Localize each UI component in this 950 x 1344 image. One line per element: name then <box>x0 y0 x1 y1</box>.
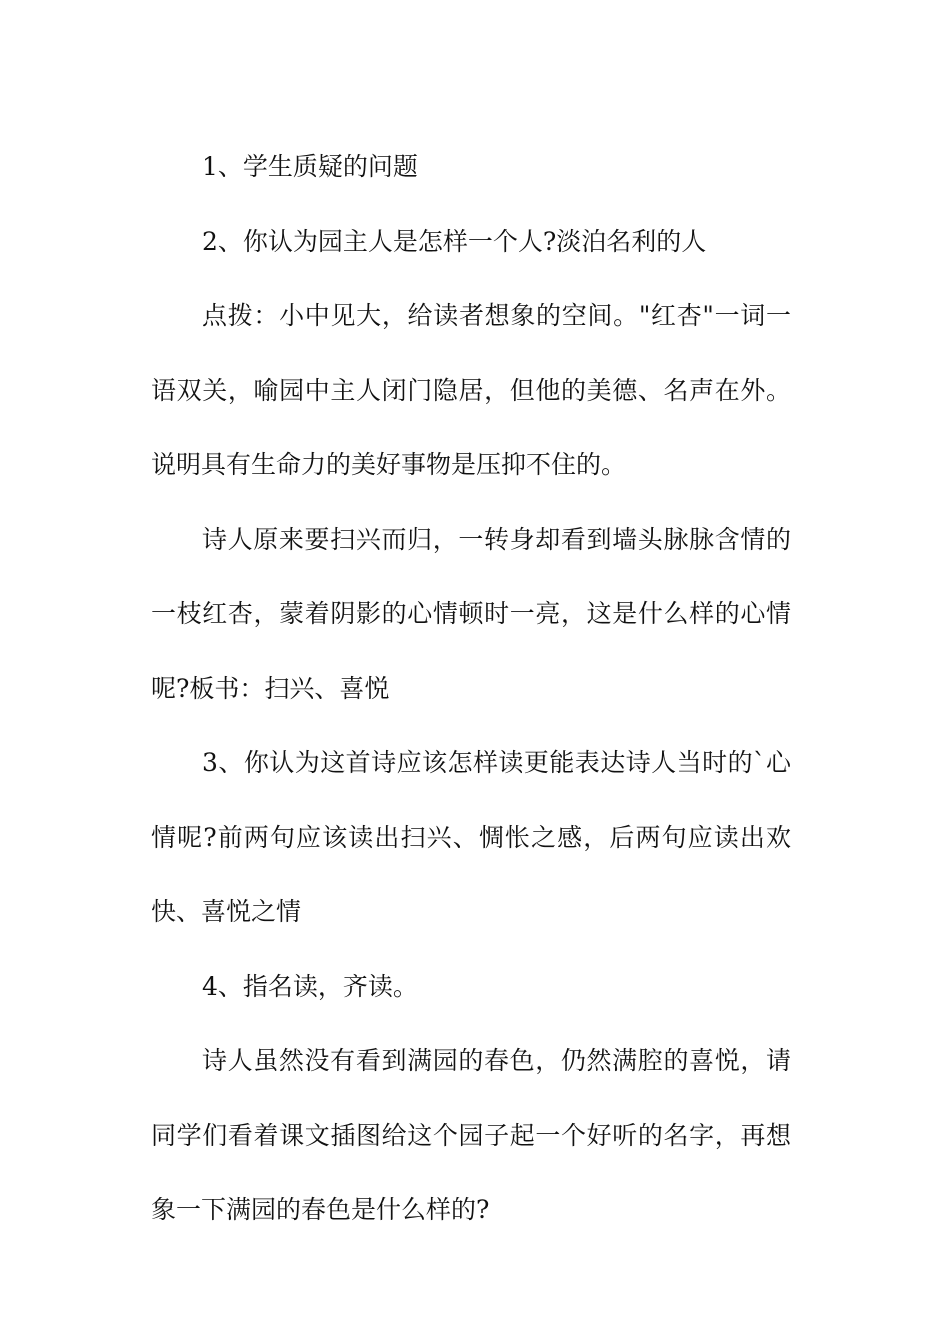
document-body <box>151 130 791 1248</box>
paragraph-poet-mood: 诗人原来要扫兴而归，一转身却看到墙头脉脉含情的一枝红杏，蒙着阴影的心情顿时一亮，这是什么样的心情呢?板书：扫兴、喜悦 <box>151 524 791 703</box>
paragraph-question-4: 4、指名读，齐读。 <box>202 971 418 1001</box>
paragraph-question-2: 2、你认为园主人是怎样一个人?淡泊名利的人 <box>202 226 707 256</box>
paragraph-question-1: 1、学生质疑的问题 <box>202 152 418 181</box>
paragraph-spring-garden: 诗人虽然没有看到满园的春色，仍然满腔的喜悦，请同学们看着课文插图给这个园子起一个好听的名字，再想象一下满园的春色是什么样的? <box>151 1046 791 1224</box>
paragraph-guidance: 点拨：小中见大，给读者想象的空间。"红杏"一词一语双关，喻园中主人闭门隐居，但他的美德、名声在外。说明具有生命力的美好事物是压抑不住的。 <box>151 301 791 479</box>
paragraph-question-3: 3、你认为这首诗应该怎样读更能表达诗人当时的`心情呢?前两句应该读出扫兴、惆怅之感，后两句应读出欢快、喜悦之情 <box>151 748 791 926</box>
